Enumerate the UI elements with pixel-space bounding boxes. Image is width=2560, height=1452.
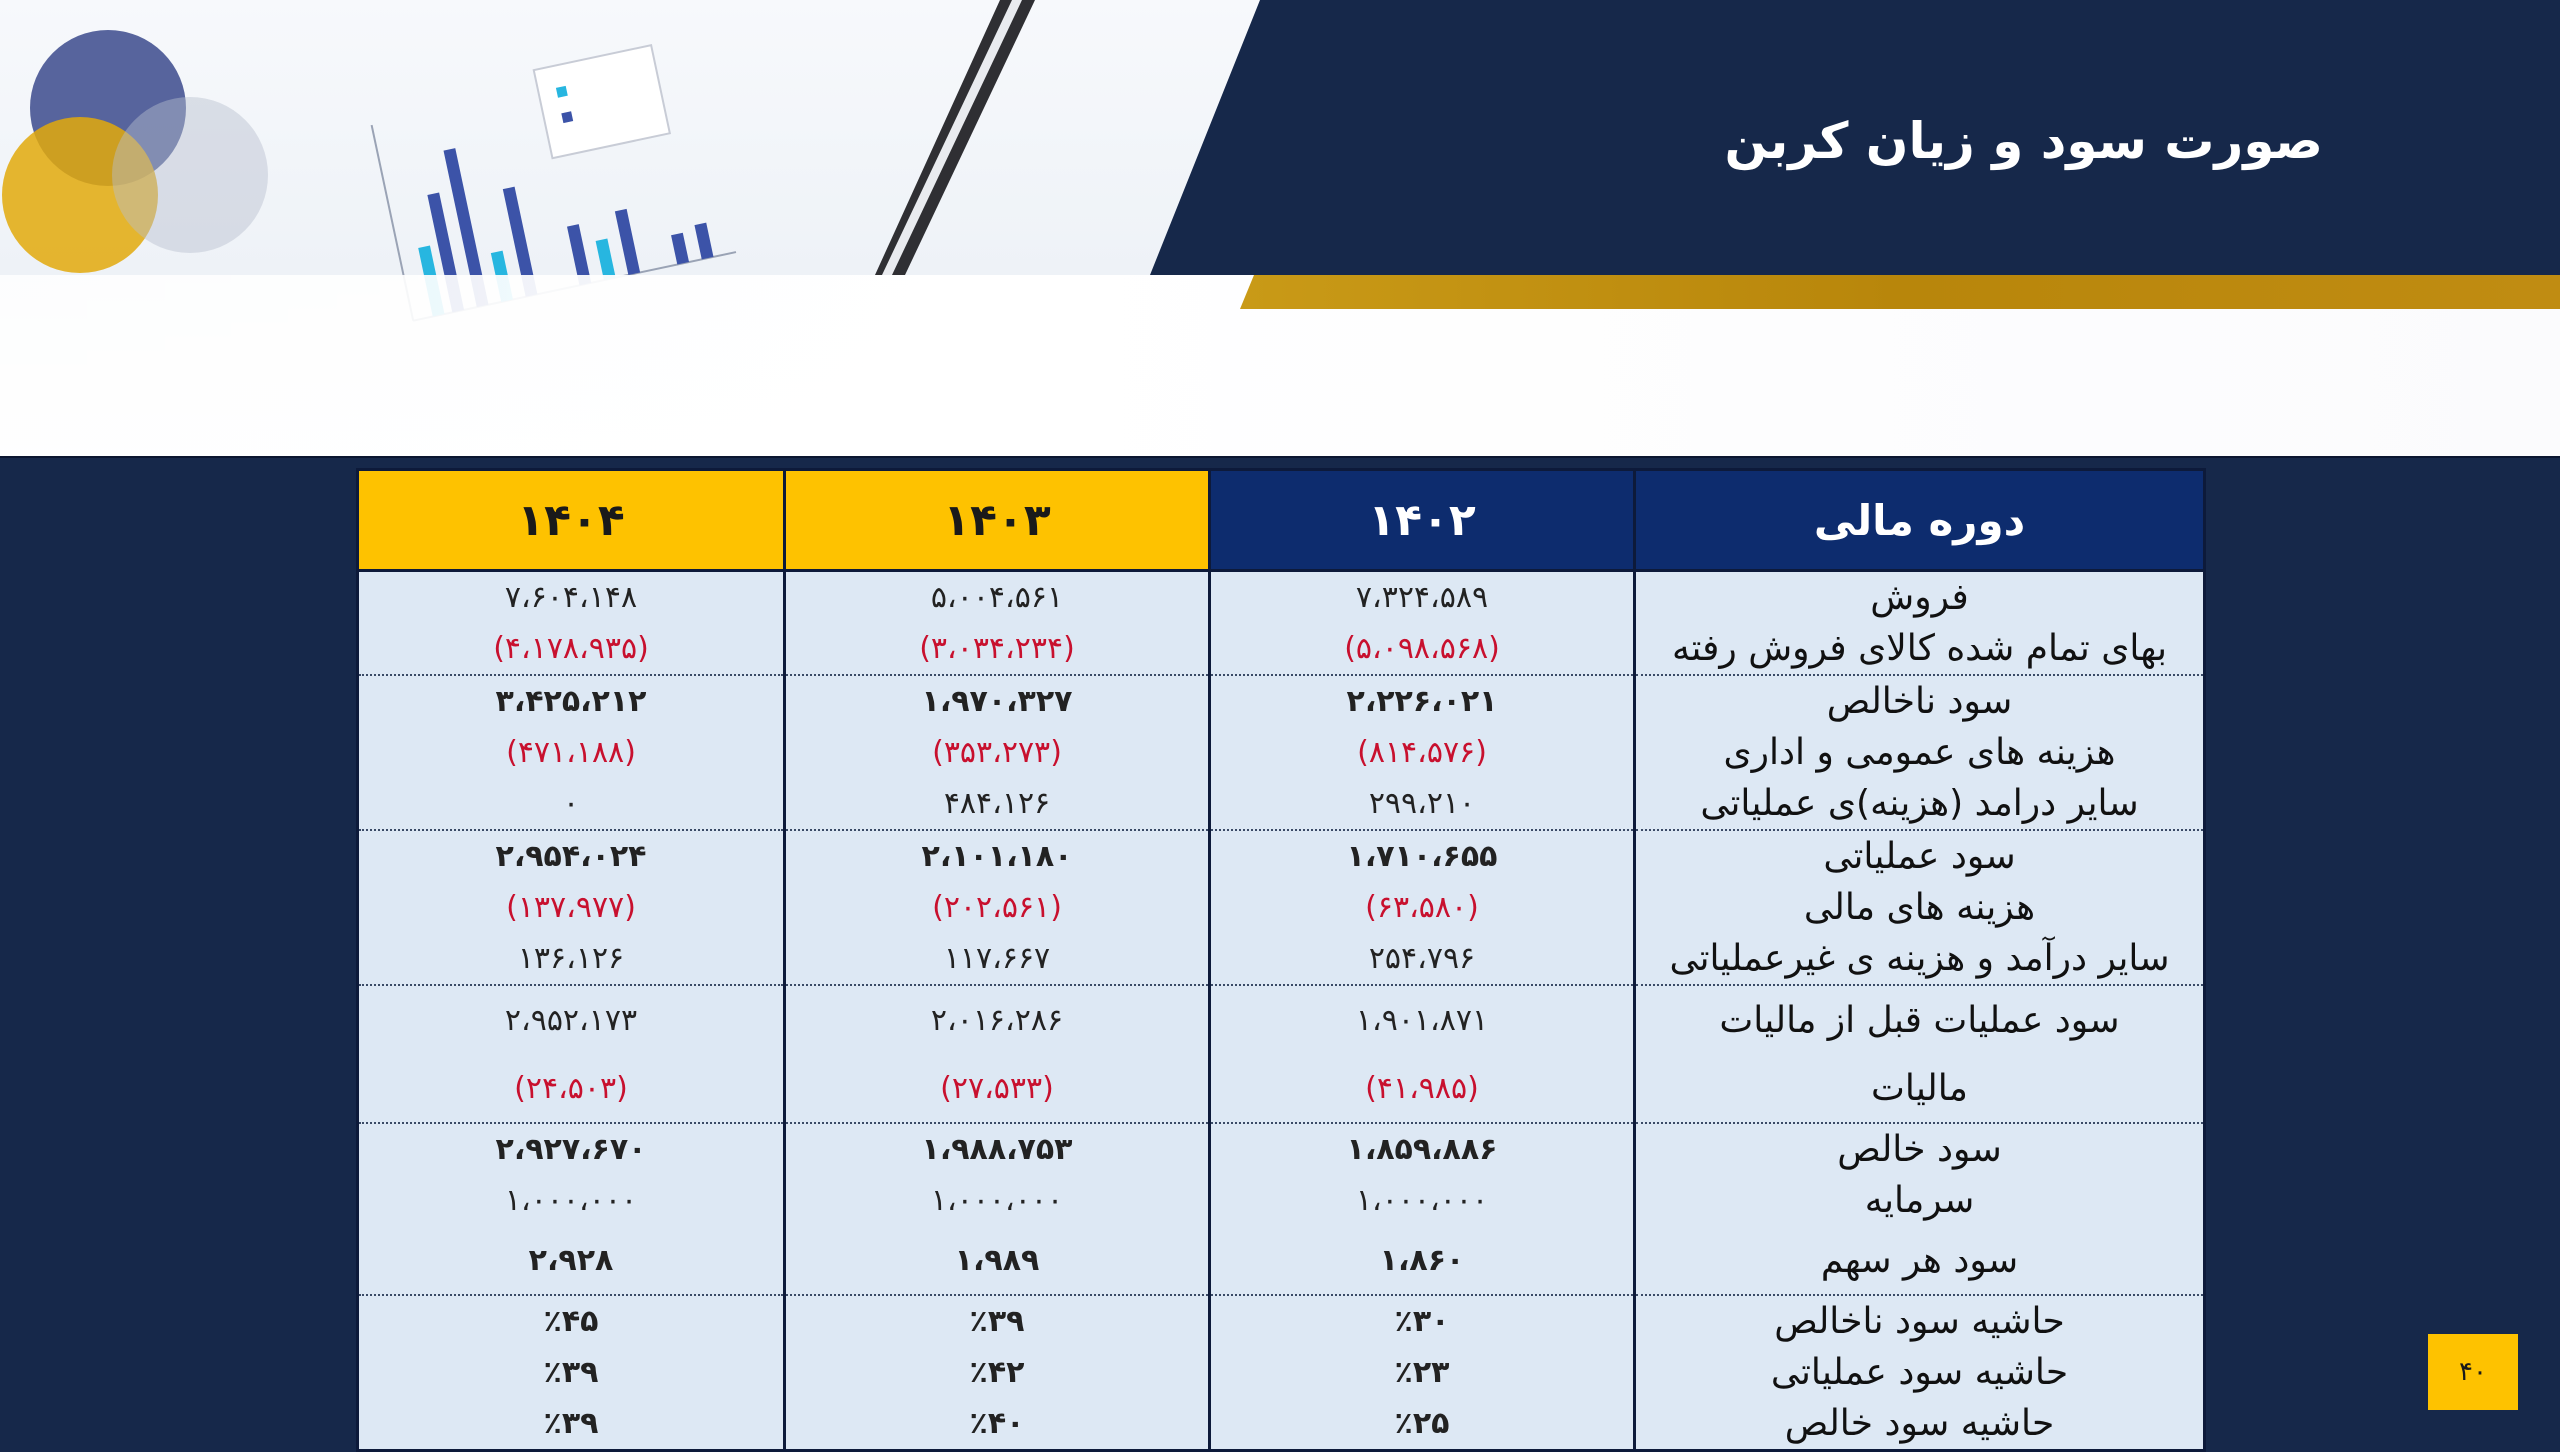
table-row xyxy=(358,778,2205,830)
cell-1403: ۱،۹۸۹ xyxy=(785,1226,1210,1295)
cell-1402: ۷،۳۲۴،۵۸۹ xyxy=(1210,571,1635,624)
table-header-row xyxy=(358,470,2205,571)
table-row xyxy=(358,985,2205,1054)
table-row xyxy=(358,727,2205,778)
cell-1402: ٪۲۵ xyxy=(1210,1398,1635,1451)
table-row xyxy=(358,1054,2205,1123)
table-row xyxy=(358,675,2205,727)
cell-1404: ۱۳۶،۱۲۶ xyxy=(358,933,785,985)
cell-1402: (۴۱،۹۸۵) xyxy=(1210,1054,1635,1123)
header-fiscal-period: دوره مالی xyxy=(1635,470,2205,571)
cell-1404: ۲،۹۲۸ xyxy=(358,1226,785,1295)
cell-1402: (۵،۰۹۸،۵۶۸) xyxy=(1210,623,1635,675)
header-year-1403: ۱۴۰۳ xyxy=(785,470,1210,571)
cell-1404: (۱۳۷،۹۷۷) xyxy=(358,882,785,933)
cell-1404: (۴۷۱،۱۸۸) xyxy=(358,727,785,778)
cell-1404: ۷،۶۰۴،۱۴۸ xyxy=(358,571,785,624)
table-row xyxy=(358,830,2205,882)
table-row xyxy=(358,1398,2205,1451)
row-label: سود خالص xyxy=(1635,1123,2205,1175)
cell-1402: ۱،۹۰۱،۸۷۱ xyxy=(1210,985,1635,1054)
cell-1403: ۴۸۴،۱۲۶ xyxy=(785,778,1210,830)
cell-1403: ٪۳۹ xyxy=(785,1295,1210,1347)
cell-1402: ۱،۸۵۹،۸۸۶ xyxy=(1210,1123,1635,1175)
cell-1403: ۲،۱۰۱،۱۸۰ xyxy=(785,830,1210,882)
header-divider xyxy=(0,456,2560,458)
cell-1404: ۱،۰۰۰،۰۰۰ xyxy=(358,1175,785,1226)
cell-1404: ۲،۹۵۲،۱۷۳ xyxy=(358,985,785,1054)
cell-1404: ۰ xyxy=(358,778,785,830)
table-row xyxy=(358,1295,2205,1347)
cell-1402: (۶۳،۵۸۰) xyxy=(1210,882,1635,933)
header-year-1402: ۱۴۰۲ xyxy=(1210,470,1635,571)
gold-accent-bar xyxy=(1240,275,2560,309)
cell-1404: ٪۴۵ xyxy=(358,1295,785,1347)
cell-1403: (۲۰۲،۵۶۱) xyxy=(785,882,1210,933)
row-label: حاشیه سود عملیاتی xyxy=(1635,1347,2205,1398)
cell-1403: (۳۵۳،۲۷۳) xyxy=(785,727,1210,778)
table-row xyxy=(358,623,2205,675)
table-row xyxy=(358,1123,2205,1175)
row-label: مالیات xyxy=(1635,1054,2205,1123)
cell-1402: ۱،۸۶۰ xyxy=(1210,1226,1635,1295)
row-label: سود هر سهم xyxy=(1635,1226,2205,1295)
income-statement-table xyxy=(356,468,2206,1452)
slide-title: صورت سود و زیان کربن xyxy=(1724,112,2323,170)
page-number: ۴۰ xyxy=(2428,1334,2518,1410)
cell-1402: ۲۹۹،۲۱۰ xyxy=(1210,778,1635,830)
cell-1402: ۲،۲۲۶،۰۲۱ xyxy=(1210,675,1635,727)
table-row xyxy=(358,1175,2205,1226)
table-row xyxy=(358,1226,2205,1295)
table-row xyxy=(358,882,2205,933)
cell-1403: (۲۷،۵۳۳) xyxy=(785,1054,1210,1123)
cell-1402: (۸۱۴،۵۷۶) xyxy=(1210,727,1635,778)
row-label: بهای تمام شده کالای فروش رفته xyxy=(1635,623,2205,675)
row-label: سود عملیاتی xyxy=(1635,830,2205,882)
cell-1403: ۱۱۷،۶۶۷ xyxy=(785,933,1210,985)
cell-1402: ٪۲۳ xyxy=(1210,1347,1635,1398)
cell-1404: ۳،۴۲۵،۲۱۲ xyxy=(358,675,785,727)
row-label: سایر درامد (هزینه)ی عملیاتی xyxy=(1635,778,2205,830)
cell-1403: ۵،۰۰۴،۵۶۱ xyxy=(785,571,1210,624)
cell-1403: ۲،۰۱۶،۲۸۶ xyxy=(785,985,1210,1054)
row-label: سود عملیات قبل از مالیات xyxy=(1635,985,2205,1054)
table-row xyxy=(358,933,2205,985)
cell-1402: ۲۵۴،۷۹۶ xyxy=(1210,933,1635,985)
row-label: هزینه های عمومی و اداری xyxy=(1635,727,2205,778)
cell-1403: ۱،۹۷۰،۳۲۷ xyxy=(785,675,1210,727)
cell-1403: ۱،۹۸۸،۷۵۳ xyxy=(785,1123,1210,1175)
cell-1404: (۴،۱۷۸،۹۳۵) xyxy=(358,623,785,675)
row-label: سایر درآمد و هزینه ی غیرعملیاتی xyxy=(1635,933,2205,985)
header-year-1404: ۱۴۰۴ xyxy=(358,470,785,571)
cell-1404: ۲،۹۵۴،۰۲۴ xyxy=(358,830,785,882)
cell-1404: ٪۳۹ xyxy=(358,1398,785,1451)
cell-1402: ٪۳۰ xyxy=(1210,1295,1635,1347)
row-label: فروش xyxy=(1635,571,2205,624)
row-label: سود ناخالص xyxy=(1635,675,2205,727)
table-row xyxy=(358,571,2205,624)
cell-1403: ۱،۰۰۰،۰۰۰ xyxy=(785,1175,1210,1226)
row-label: سرمایه xyxy=(1635,1175,2205,1226)
cell-1404: ٪۳۹ xyxy=(358,1347,785,1398)
table-row xyxy=(358,1347,2205,1398)
cell-1402: ۱،۰۰۰،۰۰۰ xyxy=(1210,1175,1635,1226)
cell-1404: ۲،۹۲۷،۶۷۰ xyxy=(358,1123,785,1175)
row-label: حاشیه سود خالص xyxy=(1635,1398,2205,1451)
row-label: حاشیه سود ناخالص xyxy=(1635,1295,2205,1347)
cell-1403: ٪۴۰ xyxy=(785,1398,1210,1451)
cell-1402: ۱،۷۱۰،۶۵۵ xyxy=(1210,830,1635,882)
cell-1403: ٪۴۲ xyxy=(785,1347,1210,1398)
cell-1403: (۳،۰۳۴،۲۳۴) xyxy=(785,623,1210,675)
row-label: هزینه های مالی xyxy=(1635,882,2205,933)
cell-1404: (۲۴،۵۰۳) xyxy=(358,1054,785,1123)
